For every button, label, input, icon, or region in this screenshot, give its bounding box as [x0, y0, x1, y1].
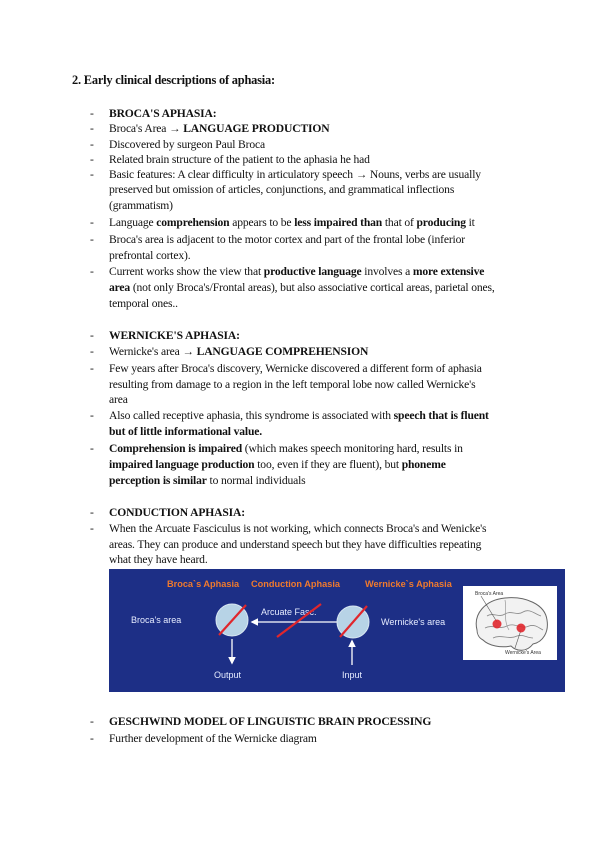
list-item: Further development of the Wernicke diagram [109, 732, 317, 745]
list-dash: - [90, 168, 94, 181]
list-item-cont: preserved but omission of articles, conjunctions, and grammatical inflections [109, 183, 455, 196]
list-dash: - [90, 732, 94, 745]
diagram-label-arcuate: Arcuate Fasc. [261, 607, 317, 617]
list-item: Discovered by surgeon Paul Broca [109, 138, 265, 151]
list-item-cont: perception is similar to normal individuals [109, 474, 306, 487]
list-item: Comprehension is impaired (which makes speech monitoring hard, results in [109, 442, 463, 455]
list-dash: - [90, 345, 94, 358]
diagram-label-output: Output [214, 670, 242, 680]
list-dash: - [90, 522, 94, 535]
list-dash: - [90, 329, 94, 342]
list-dash: - [90, 506, 94, 519]
list-item-cont: impaired language production too, even if they are fluent), but phoneme [109, 458, 446, 471]
list-dash: - [90, 409, 94, 422]
conduction-title: CONDUCTION APHASIA: [109, 506, 245, 519]
diagram-label-input: Input [342, 670, 363, 680]
wernicke-title: WERNICKE'S APHASIA: [109, 329, 240, 342]
wernicke-lesion [517, 624, 526, 633]
list-item-cont: prefrontal cortex). [109, 249, 191, 262]
list-item-cont: area [109, 393, 128, 406]
diagram-label-broca-area: Broca's area [131, 615, 182, 625]
list-item-cont: what they have heard. [109, 553, 208, 566]
list-item: Current works show the view that productive language involves a more extensive [109, 265, 485, 278]
brain-illustration [463, 586, 557, 660]
list-dash: - [90, 107, 94, 120]
list-item: Basic features: A clear difficulty in articulatory speech → Nouns, verbs are usually [109, 168, 481, 181]
list-item: When the Arcuate Fasciculus is not working, which connects Broca's and Wenicke's [109, 522, 487, 535]
brain-label-wernicke: Wernicke's Area [505, 650, 541, 656]
diagram-title-broca: Broca`s Aphasia [167, 579, 240, 589]
list-dash: - [90, 138, 94, 151]
section-heading: 2. Early clinical descriptions of aphasia: [72, 73, 275, 87]
diagram-title-conduction: Conduction Aphasia [251, 579, 340, 589]
brain-icon [463, 586, 557, 660]
list-item-cont: temporal ones.. [109, 297, 178, 310]
conduction-strike [277, 604, 321, 637]
list-dash: - [90, 362, 94, 375]
list-item-cont: but of little informational value. [109, 425, 263, 438]
list-dash: - [90, 153, 94, 166]
list-item: Broca's area is adjacent to the motor cortex and part of the frontal lobe (inferior [109, 233, 465, 246]
list-dash: - [90, 715, 94, 728]
list-item-cont: area (not only Broca's/Frontal areas), but also associative cortical areas, parietal ones, [109, 281, 495, 294]
diagram-title-wernicke: Wernicke`s Aphasia [365, 579, 452, 589]
list-dash: - [90, 122, 94, 135]
list-item: Wernicke's area → LANGUAGE COMPREHENSION [109, 345, 369, 358]
list-item: Language comprehension appears to be less impaired than that of producing it [109, 216, 475, 229]
broca-title: BROCA'S APHASIA: [109, 107, 217, 120]
list-dash: - [90, 233, 94, 246]
list-item-cont: areas. They can produce and understand speech but they have difficulties repeating [109, 538, 482, 551]
brain-label-broca: Broca's Area [475, 591, 504, 597]
list-dash: - [90, 442, 94, 455]
broca-lesion [493, 620, 502, 629]
aphasia-diagram [109, 569, 565, 692]
list-item-cont: (grammatism) [109, 199, 173, 212]
list-dash: - [90, 265, 94, 278]
list-item: Related brain structure of the patient to the aphasia he had [109, 153, 370, 166]
diagram-label-wernicke-area: Wernicke's area [381, 617, 446, 627]
list-item: Broca's Area → LANGUAGE PRODUCTION [109, 122, 330, 135]
list-item: Also called receptive aphasia, this syndrome is associated with speech that is fluent [109, 409, 489, 422]
list-dash: - [90, 216, 94, 229]
list-item-cont: resulting from damage to a region in the left temporal lobe now called Wernicke's [109, 378, 476, 391]
list-item: Few years after Broca's discovery, Wernicke discovered a different form of aphasia [109, 362, 482, 375]
geschwind-title: GESCHWIND MODEL OF LINGUISTIC BRAIN PROCESSING [109, 715, 432, 728]
